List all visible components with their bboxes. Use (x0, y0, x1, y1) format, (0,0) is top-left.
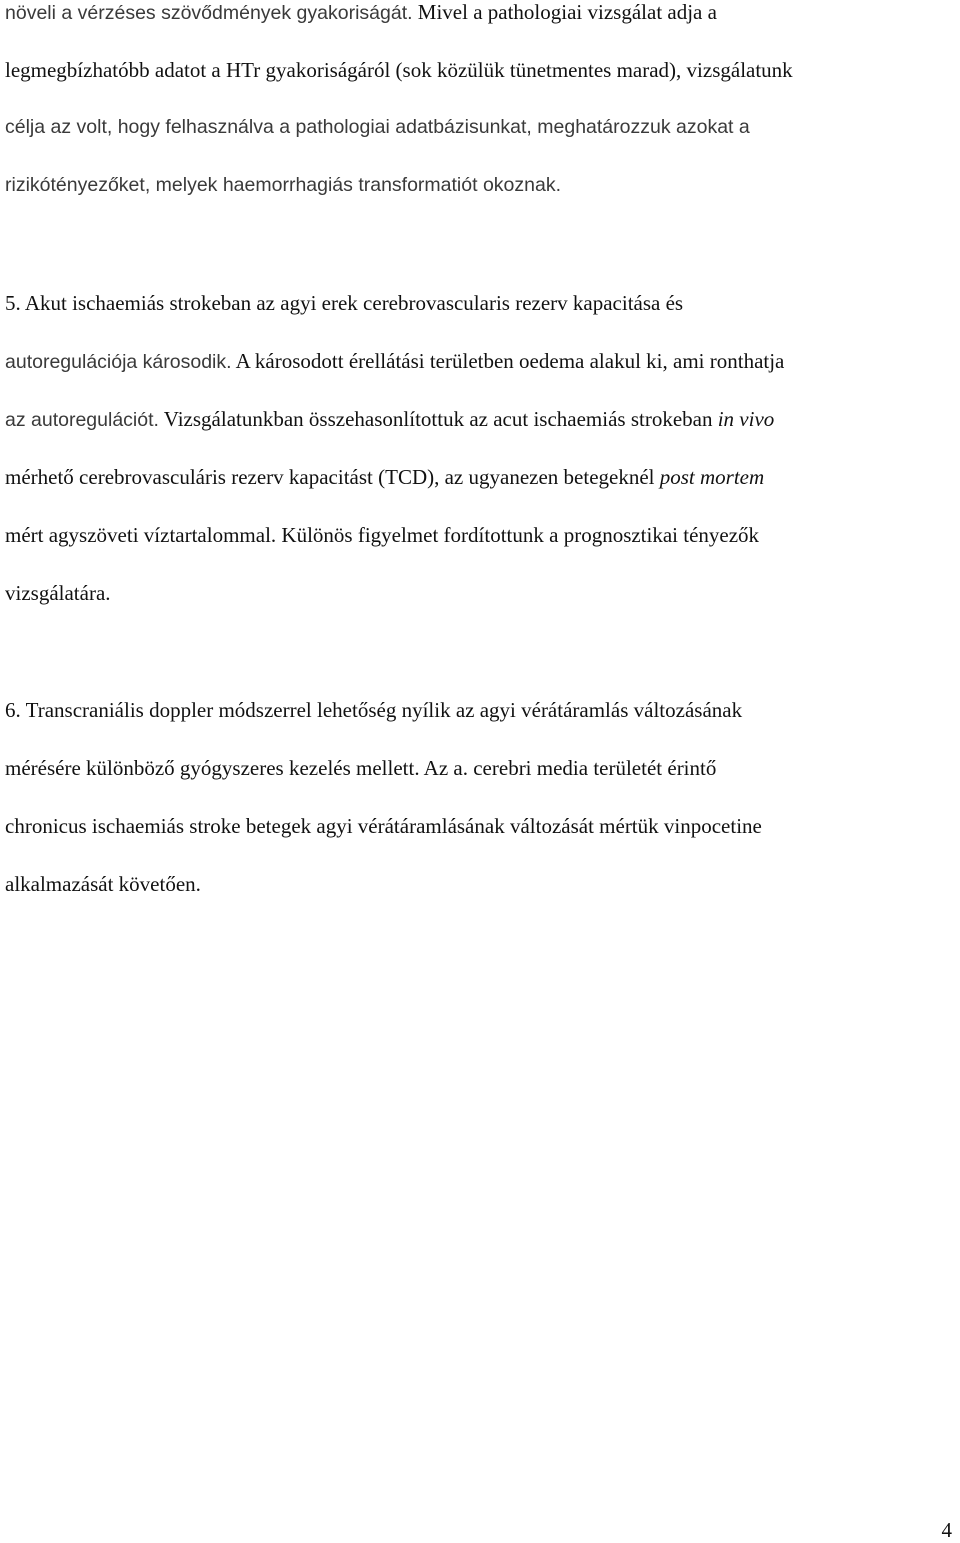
text-run: A károsodott érellátási területben oedema alakul ki, ami ronthatja (231, 349, 785, 373)
item-5-line-5: mért agyszöveti víztartalommal. Különös figyelmet fordítottunk a prognosztikai tényezők (5, 523, 760, 547)
item-5-line-4 (5, 467, 764, 488)
item-6-line-4: alkalmazását követően. (5, 872, 201, 896)
item-5-line-1: 5. Akut ischaemiás strokeban az agyi erek cerebrovascularis rezerv kapacitása és (5, 291, 684, 315)
item-6-line-3: chronicus ischaemiás stroke betegek agyi vérátáramlásának változását mértük vinpocetine (5, 814, 762, 838)
text-run-italic: in vivo (717, 407, 775, 431)
item-6-line-2: mérésére különböző gyógyszeres kezelés mellett. Az a. cerebri media területét érintő (5, 756, 717, 780)
text-run: az autoregulációt. (5, 409, 159, 431)
item-5-line-2 (5, 351, 784, 373)
page-number: 4 (941, 1518, 952, 1542)
item-5-line-6: vizsgálatára. (5, 581, 111, 605)
text-run: Vizsgálatunkban összehasonlítottuk az acut ischaemiás strokeban (158, 407, 718, 431)
text-run: mérhető cerebrovasculáris rezerv kapacitást (TCD), az ugyanezen betegeknél (5, 465, 660, 489)
text-run: autoregulációja károsodik. (5, 351, 232, 373)
text-line-2: legmegbízhatóbb adatot a HTr gyakoriságáról (sok közülük tünetmentes marad), vizsgálatunk (5, 58, 793, 82)
text-run: növeli a vérzéses szövődmények gyakoriságát. (5, 2, 413, 24)
text-run-italic: post mortem (659, 465, 765, 489)
text-line-3: célja az volt, hogy felhasználva a pathologiai adatbázisunkat, meghatározzuk azokat a (5, 116, 750, 138)
text-line-1 (5, 2, 717, 24)
text-run: Mivel a pathologiai vizsgálat adja a (412, 0, 717, 24)
item-5-line-3 (5, 409, 774, 431)
text-line-4: rizikótényezőket, melyek haemorrhagiás transformatiót okoznak. (5, 174, 561, 196)
item-6-line-1: 6. Transcraniális doppler módszerrel lehetőség nyílik az agyi vérátáramlás változásának (5, 698, 743, 722)
